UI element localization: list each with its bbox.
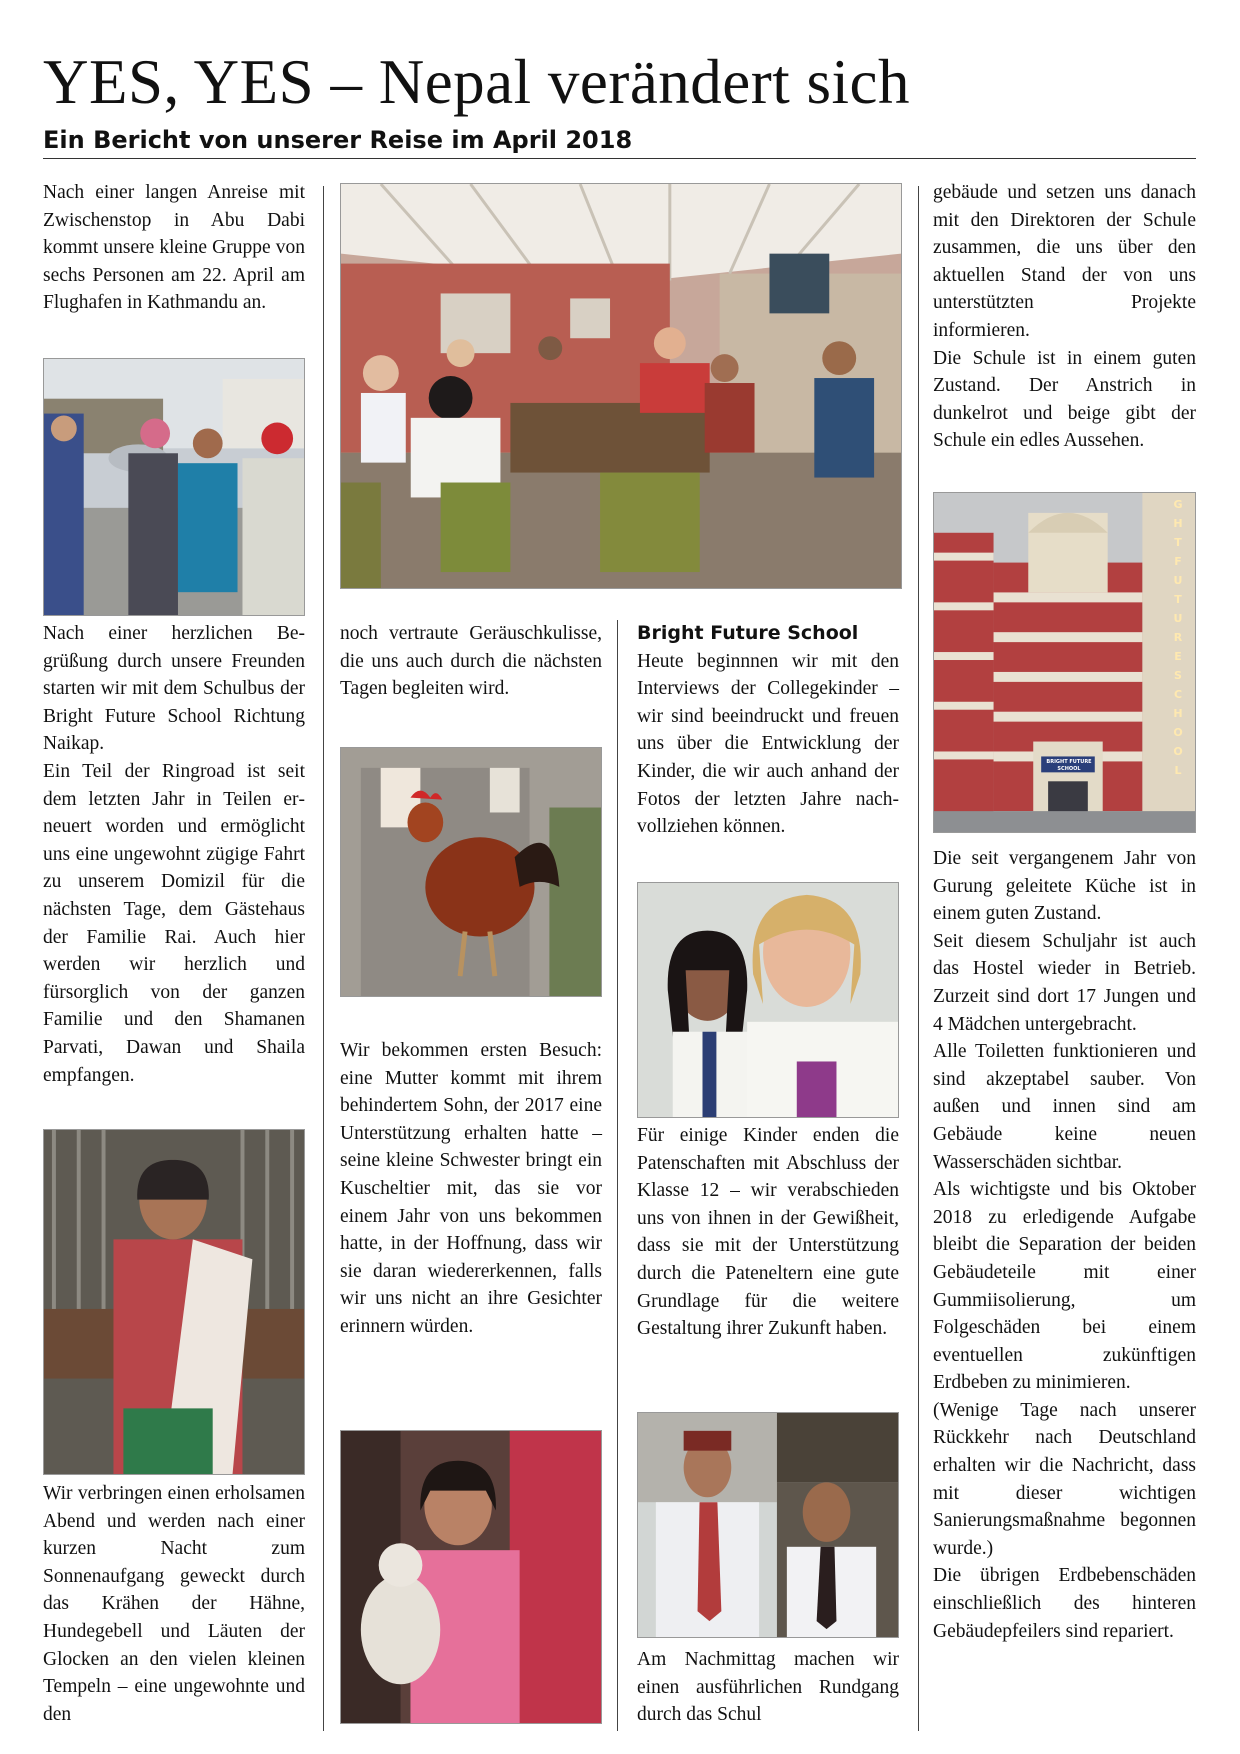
- page-subtitle: Ein Bericht von unserer Reise im April 2018: [43, 126, 633, 154]
- paragraph-toilets: Alle Toiletten funktionieren und sind akzeptabel sauber. Von außen und innen sind am Gebäude keine neuen Wasserschäden sichtbar.: [933, 1041, 1196, 1173]
- column-2-top: [340, 620, 602, 703]
- column-divider-1: [323, 186, 324, 1731]
- column-divider-2: [617, 620, 618, 1731]
- paragraph-news-after-return: (Wenige Tage nach unserer Rückkehr nach Deutschland erhalten wir die Nachricht, dass mit dieser wichtigen Sanierungsmaßnahme begonnen wurde.): [933, 1399, 1196, 1559]
- paragraph-school-condition: Die Schule ist in einem guten Zustand. Der Anstrich in dunkelrot und beige gibt der Schule ein edles Aussehen.: [933, 347, 1196, 452]
- column-1-bottom: [43, 1480, 305, 1728]
- paragraph-welcome: Nach einer herzlichen Begrüßung durch unsere Freunden starten wir mit dem Schulbus der Bright Future School Richtung Naikap.: [43, 623, 305, 755]
- paragraph-afternoon-tour: Am Nachmittag machen wir einen ausführlichen Rundgang durch das Schul: [637, 1649, 899, 1726]
- paragraph-ringroad: Ein Teil der Ringroad ist seit dem letzten Jahr in Teilen erneuert worden und ermöglicht uns eine ungewohnt zügige Fahrt zu unserem Domizil für die nächsten Tage, dem Gästehaus der Familie Rai. Auch hier werden wir herzlich und fürsorglich von der ganzen Familie und den Shamanen Parvati, Dawan und Shaila empfangen.: [43, 760, 305, 1086]
- column-2-middle: [340, 1037, 602, 1341]
- section-heading-bright-future-school: Bright Future School: [637, 622, 859, 644]
- column-1-top: [43, 179, 305, 317]
- column-3-top: [637, 620, 899, 841]
- building-banner: BRIGHT FUTURE SCHOOL: [1046, 759, 1092, 772]
- column-3-middle: [637, 1122, 899, 1343]
- column-4-bottom: [933, 845, 1196, 1645]
- photo-welcome-group: [43, 358, 305, 616]
- paragraph-arrival: Nach einer langen Anreise mit Zwischenstop in Abu Dabi kommt unsere kleine Gruppe von sechs Personen am 22. April am Flughafen in Kathmandu an.: [43, 182, 305, 314]
- photo-meeting-under-tent: [340, 183, 902, 589]
- paragraph-hostel: Seit diesem Schuljahr ist auch das Hostel wieder in Betrieb. Zurzeit sind dort 17 Jungen und 4 Mädchen untergebracht.: [933, 930, 1196, 1035]
- photo-elderly-woman: [43, 1129, 305, 1475]
- page-title: YES, YES – Nepal verändert sich: [43, 47, 910, 117]
- paragraph-sponsorship-end: Für einige Kinder enden die Patenschaften mit Abschluss der Klasse 12 – wir verabschieden uns von ihnen in der Gewißheit, dass sie mit der Unterstützung durch die Pateneltern eine gute Grundlage für die weitere Gestaltung ihrer Zukunft haben.: [637, 1125, 899, 1340]
- photo-school-directors: [637, 1412, 899, 1638]
- column-divider-3: [918, 186, 919, 1731]
- paragraph-directors-meeting: gebäude und setzen uns danach mit den Direktoren der Schule zusammen, die uns über den aktuellen Stand der von uns unterstützten Projekte informieren.: [933, 182, 1196, 341]
- paragraph-evening: Wir verbringen einen erholsamen Abend und werden nach einer kurzen Nacht zum Sonnenaufgang geweckt durch das Krähen der Hähne, Hundegebell und Läuten der Glocken an den vielen kleinen Tempeln – eine ungewohnte und den: [43, 1483, 305, 1725]
- paragraph-kitchen: Die seit vergangenem Jahr von Gurung geleitete Küche ist in einem guten Zustand.: [933, 848, 1196, 925]
- paragraph-sounds: noch vertraute Geräuschkulisse, die uns auch durch die nächsten Tagen begleiten wird.: [340, 623, 602, 700]
- column-3-bottom: [637, 1646, 899, 1729]
- photo-girl-with-teddy: [340, 1430, 602, 1724]
- photo-rooster: [340, 747, 602, 997]
- building-side-sign: GHT FUTURE SCHOOL: [1173, 498, 1183, 777]
- paragraph-first-visit: Wir bekommen ersten Besuch: eine Mutter kommt mit ihrem behindertem Sohn, der 2017 eine Unterstützung erhalten hatte – seine kleine Schwester bringt ein Kuscheltier mit, das sie vor einem Jahr von uns bekommen hatte, in der Hoffnung, dass wir sie daran wiedererkennen, falls wir uns nicht an ihre Gesichter erinnern würden.: [340, 1040, 602, 1337]
- paragraph-repairs: Die übrigen Erdbebenschäden einschließlich des hinteren Gebäudepfeilers sind repariert.: [933, 1565, 1196, 1642]
- title-rule: [43, 158, 1196, 159]
- paragraph-interviews: Heute beginnnen wir mit den Interviews der Collegekinder – wir sind beeindruckt und freuen uns über die Entwicklung der Kinder, die wir auch anhand der Fotos der letzten Jahre nachvollziehen können.: [637, 650, 899, 838]
- column-4-top: [933, 179, 1196, 455]
- photo-school-building: [933, 492, 1196, 833]
- photo-student-and-sponsor: [637, 882, 899, 1118]
- column-1-middle: [43, 620, 305, 1089]
- paragraph-separation-task: Als wichtigste und bis Oktober 2018 zu erledigende Aufgabe bleibt die Separation der beiden Gebäudeteile mit einer Gummiisolierung, um Folgeschäden bei einem eventuellen zukünftigen Erdbeben zu minimieren.: [933, 1179, 1196, 1394]
